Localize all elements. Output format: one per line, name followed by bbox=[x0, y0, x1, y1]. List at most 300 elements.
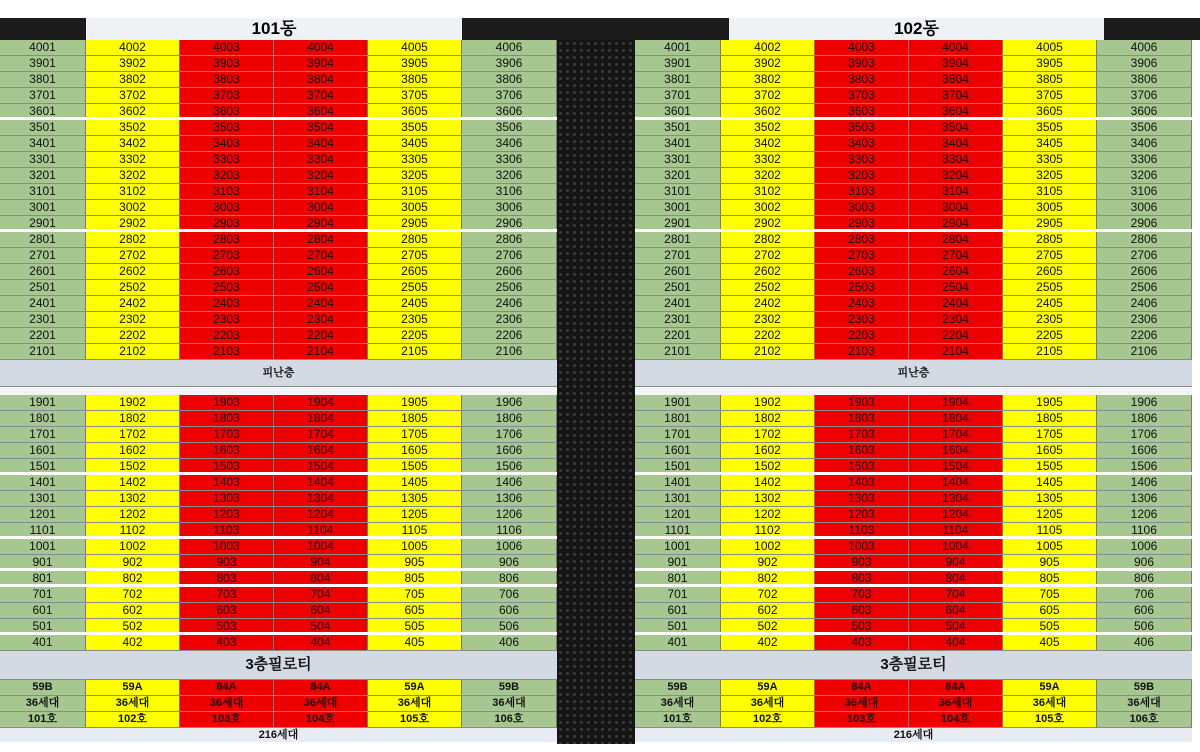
floor-row bbox=[635, 491, 1192, 507]
unit-cell: 2102 bbox=[86, 344, 180, 359]
unit-cell: 1106 bbox=[462, 523, 557, 536]
unit-cell: 3804 bbox=[909, 72, 1003, 87]
floor-row bbox=[0, 443, 557, 459]
unit-cell: 3304 bbox=[274, 152, 368, 167]
unit-cell: 2905 bbox=[1003, 216, 1097, 229]
floor-row bbox=[0, 264, 557, 280]
unit-cell: 603 bbox=[180, 603, 274, 618]
unit-cell: 2804 bbox=[274, 232, 368, 247]
unit-cell: 3605 bbox=[368, 104, 462, 117]
unit-cell: 2802 bbox=[721, 232, 815, 247]
unit-cell: 706 bbox=[1097, 587, 1192, 602]
unit-cell: 1406 bbox=[1097, 475, 1192, 490]
unit-cell: 403 bbox=[815, 635, 909, 650]
unit-cell: 501 bbox=[635, 619, 721, 632]
unit-cell: 903 bbox=[815, 555, 909, 568]
unit-cell: 1004 bbox=[274, 539, 368, 554]
floor-row bbox=[635, 232, 1192, 248]
unit-cell: 503 bbox=[180, 619, 274, 632]
unit-cell: 1603 bbox=[180, 443, 274, 458]
unit-cell: 3805 bbox=[368, 72, 462, 87]
summary-row-households bbox=[0, 696, 557, 712]
unit-cell: 3905 bbox=[368, 56, 462, 71]
unit-summary bbox=[0, 680, 557, 742]
summary-cell: 105호 bbox=[368, 712, 462, 727]
unit-cell: 1303 bbox=[180, 491, 274, 506]
unit-cell: 406 bbox=[462, 635, 557, 650]
floor-row bbox=[0, 523, 557, 539]
unit-cell: 2301 bbox=[635, 312, 721, 327]
unit-cell: 3105 bbox=[368, 184, 462, 199]
unit-cell: 3802 bbox=[86, 72, 180, 87]
unit-cell: 3505 bbox=[368, 120, 462, 135]
unit-cell: 1202 bbox=[721, 507, 815, 522]
building-title: 102동 bbox=[729, 18, 1104, 40]
unit-cell: 2701 bbox=[0, 248, 86, 263]
summary-cell: 36세대 bbox=[1003, 696, 1097, 711]
unit-cell: 1605 bbox=[368, 443, 462, 458]
unit-cell: 3601 bbox=[0, 104, 86, 117]
floor-row bbox=[635, 523, 1192, 539]
refuge-floor-label: 피난층 bbox=[0, 360, 557, 387]
unit-cell: 1003 bbox=[815, 539, 909, 554]
unit-cell: 506 bbox=[462, 619, 557, 632]
header-bar-right bbox=[1104, 18, 1200, 40]
floor-row bbox=[635, 571, 1192, 587]
unit-cell: 2201 bbox=[635, 328, 721, 343]
unit-cell: 405 bbox=[1003, 635, 1097, 650]
unit-cell: 1403 bbox=[180, 475, 274, 490]
unit-cell: 805 bbox=[1003, 571, 1097, 584]
unit-cell: 1104 bbox=[274, 523, 368, 536]
floor-row bbox=[635, 459, 1192, 475]
unit-cell: 3503 bbox=[180, 120, 274, 135]
unit-cell: 3205 bbox=[1003, 168, 1097, 183]
unit-cell: 4002 bbox=[86, 40, 180, 55]
unit-cell: 3303 bbox=[815, 152, 909, 167]
unit-cell: 2801 bbox=[0, 232, 86, 247]
unit-cell: 2505 bbox=[1003, 280, 1097, 295]
floor-row bbox=[635, 395, 1192, 411]
unit-cell: 1503 bbox=[815, 459, 909, 472]
floor-row bbox=[0, 507, 557, 523]
unit-cell: 1503 bbox=[180, 459, 274, 472]
summary-cell: 84A bbox=[274, 680, 368, 695]
unit-cell: 504 bbox=[909, 619, 1003, 632]
floor-row bbox=[0, 427, 557, 443]
unit-cell: 3905 bbox=[1003, 56, 1097, 71]
unit-cell: 505 bbox=[1003, 619, 1097, 632]
unit-cell: 4003 bbox=[815, 40, 909, 55]
unit-cell: 2503 bbox=[180, 280, 274, 295]
unit-cell: 3704 bbox=[909, 88, 1003, 103]
unit-cell: 1704 bbox=[274, 427, 368, 442]
lower-floors bbox=[0, 395, 557, 651]
floor-row bbox=[635, 411, 1192, 427]
unit-cell: 3801 bbox=[0, 72, 86, 87]
unit-cell: 1401 bbox=[0, 475, 86, 490]
unit-cell: 4003 bbox=[180, 40, 274, 55]
unit-cell: 4002 bbox=[721, 40, 815, 55]
unit-cell: 701 bbox=[635, 587, 721, 602]
unit-cell: 2606 bbox=[462, 264, 557, 279]
floor-row bbox=[635, 200, 1192, 216]
unit-cell: 3302 bbox=[721, 152, 815, 167]
unit-cell: 1406 bbox=[462, 475, 557, 490]
unit-cell: 3804 bbox=[274, 72, 368, 87]
unit-cell: 1001 bbox=[635, 539, 721, 554]
refuge-floor-label: 피난층 bbox=[635, 360, 1192, 387]
unit-cell: 3301 bbox=[0, 152, 86, 167]
unit-cell: 3902 bbox=[721, 56, 815, 71]
unit-cell: 3501 bbox=[0, 120, 86, 135]
unit-cell: 3602 bbox=[721, 104, 815, 117]
unit-cell: 2104 bbox=[274, 344, 368, 359]
summary-cell: 36세대 bbox=[635, 696, 721, 711]
summary-cell: 36세대 bbox=[368, 696, 462, 711]
unit-cell: 2504 bbox=[909, 280, 1003, 295]
unit-cell: 1301 bbox=[0, 491, 86, 506]
unit-cell: 1801 bbox=[635, 411, 721, 426]
unit-cell: 1002 bbox=[86, 539, 180, 554]
unit-cell: 2504 bbox=[274, 280, 368, 295]
unit-cell: 3406 bbox=[1097, 136, 1192, 151]
unit-cell: 406 bbox=[1097, 635, 1192, 650]
unit-cell: 2604 bbox=[274, 264, 368, 279]
summary-cell: 105호 bbox=[1003, 712, 1097, 727]
unit-cell: 1605 bbox=[1003, 443, 1097, 458]
floor-row bbox=[635, 120, 1192, 136]
unit-cell: 2806 bbox=[1097, 232, 1192, 247]
summary-row-lines bbox=[0, 712, 557, 728]
unit-cell: 2203 bbox=[815, 328, 909, 343]
unit-cell: 502 bbox=[86, 619, 180, 632]
unit-cell: 705 bbox=[368, 587, 462, 602]
unit-cell: 3206 bbox=[1097, 168, 1192, 183]
unit-cell: 1601 bbox=[0, 443, 86, 458]
unit-cell: 401 bbox=[0, 635, 86, 650]
floor-row bbox=[635, 184, 1192, 200]
floor-row bbox=[635, 443, 1192, 459]
unit-cell: 2903 bbox=[180, 216, 274, 229]
floor-row bbox=[0, 475, 557, 491]
unit-cell: 3401 bbox=[635, 136, 721, 151]
unit-cell: 2706 bbox=[1097, 248, 1192, 263]
floor-row bbox=[0, 104, 557, 120]
unit-cell: 3401 bbox=[0, 136, 86, 151]
unit-cell: 2306 bbox=[1097, 312, 1192, 327]
summary-cell: 59B bbox=[462, 680, 557, 695]
unit-cell: 1906 bbox=[1097, 395, 1192, 410]
floor-row bbox=[635, 296, 1192, 312]
unit-cell: 1403 bbox=[815, 475, 909, 490]
floor-row bbox=[0, 603, 557, 619]
summary-cell: 36세대 bbox=[462, 696, 557, 711]
unit-cell: 2404 bbox=[274, 296, 368, 311]
unit-cell: 1306 bbox=[1097, 491, 1192, 506]
unit-cell: 2903 bbox=[815, 216, 909, 229]
unit-cell: 804 bbox=[274, 571, 368, 584]
lower-floors bbox=[635, 395, 1192, 651]
unit-cell: 1905 bbox=[1003, 395, 1097, 410]
unit-cell: 3006 bbox=[462, 200, 557, 215]
unit-cell: 2601 bbox=[0, 264, 86, 279]
floor-row bbox=[0, 411, 557, 427]
unit-cell: 3302 bbox=[86, 152, 180, 167]
floor-row bbox=[0, 184, 557, 200]
unit-cell: 3106 bbox=[462, 184, 557, 199]
unit-cell: 504 bbox=[274, 619, 368, 632]
floor-row bbox=[0, 88, 557, 104]
floor-row bbox=[0, 232, 557, 248]
unit-cell: 904 bbox=[274, 555, 368, 568]
summary-cell: 104호 bbox=[274, 712, 368, 727]
floor-row bbox=[635, 40, 1192, 56]
unit-cell: 2801 bbox=[635, 232, 721, 247]
header-bar-middle bbox=[462, 18, 729, 40]
unit-cell: 3005 bbox=[1003, 200, 1097, 215]
unit-cell: 2906 bbox=[462, 216, 557, 229]
unit-cell: 1005 bbox=[368, 539, 462, 554]
unit-cell: 3106 bbox=[1097, 184, 1192, 199]
unit-cell: 1803 bbox=[815, 411, 909, 426]
unit-cell: 3101 bbox=[0, 184, 86, 199]
unit-cell: 1706 bbox=[462, 427, 557, 442]
floor-row bbox=[0, 152, 557, 168]
unit-cell: 1101 bbox=[635, 523, 721, 536]
floor-row bbox=[0, 635, 557, 651]
unit-cell: 1802 bbox=[86, 411, 180, 426]
unit-cell: 501 bbox=[0, 619, 86, 632]
unit-cell: 3404 bbox=[274, 136, 368, 151]
unit-cell: 3204 bbox=[274, 168, 368, 183]
unit-cell: 1301 bbox=[635, 491, 721, 506]
unit-cell: 801 bbox=[635, 571, 721, 584]
unit-cell: 502 bbox=[721, 619, 815, 632]
floor-row bbox=[635, 88, 1192, 104]
unit-cell: 904 bbox=[909, 555, 1003, 568]
floor-row bbox=[635, 475, 1192, 491]
unit-cell: 1205 bbox=[1003, 507, 1097, 522]
unit-cell: 1103 bbox=[815, 523, 909, 536]
floor-row bbox=[0, 72, 557, 88]
unit-cell: 3203 bbox=[180, 168, 274, 183]
unit-cell: 2703 bbox=[815, 248, 909, 263]
unit-cell: 3603 bbox=[180, 104, 274, 117]
unit-cell: 704 bbox=[909, 587, 1003, 602]
unit-cell: 2603 bbox=[815, 264, 909, 279]
unit-cell: 1405 bbox=[1003, 475, 1097, 490]
unit-cell: 1902 bbox=[86, 395, 180, 410]
unit-cell: 2302 bbox=[721, 312, 815, 327]
unit-cell: 3705 bbox=[1003, 88, 1097, 103]
unit-cell: 3802 bbox=[721, 72, 815, 87]
unit-cell: 3704 bbox=[274, 88, 368, 103]
unit-cell: 1804 bbox=[274, 411, 368, 426]
unit-cell: 3204 bbox=[909, 168, 1003, 183]
unit-cell: 1302 bbox=[86, 491, 180, 506]
unit-cell: 3203 bbox=[815, 168, 909, 183]
unit-cell: 1401 bbox=[635, 475, 721, 490]
unit-cell: 2901 bbox=[0, 216, 86, 229]
unit-cell: 3305 bbox=[368, 152, 462, 167]
floor-row bbox=[635, 152, 1192, 168]
floor-row bbox=[0, 216, 557, 232]
unit-cell: 906 bbox=[462, 555, 557, 568]
unit-cell: 1604 bbox=[274, 443, 368, 458]
unit-cell: 906 bbox=[1097, 555, 1192, 568]
unit-cell: 3904 bbox=[274, 56, 368, 71]
unit-cell: 806 bbox=[1097, 571, 1192, 584]
unit-cell: 803 bbox=[180, 571, 274, 584]
unit-cell: 2606 bbox=[1097, 264, 1192, 279]
unit-cell: 2704 bbox=[909, 248, 1003, 263]
unit-cell: 3002 bbox=[721, 200, 815, 215]
unit-cell: 1106 bbox=[1097, 523, 1192, 536]
unit-cell: 3803 bbox=[815, 72, 909, 87]
floor-row bbox=[0, 491, 557, 507]
unit-cell: 1505 bbox=[368, 459, 462, 472]
unit-cell: 1506 bbox=[1097, 459, 1192, 472]
unit-cell: 2506 bbox=[462, 280, 557, 295]
upper-floors bbox=[0, 40, 557, 360]
summary-cell: 103호 bbox=[180, 712, 274, 727]
unit-cell: 1206 bbox=[1097, 507, 1192, 522]
floor-row bbox=[635, 248, 1192, 264]
floor-row bbox=[635, 507, 1192, 523]
floor-row bbox=[635, 555, 1192, 571]
unit-cell: 2705 bbox=[368, 248, 462, 263]
unit-cell: 3304 bbox=[909, 152, 1003, 167]
unit-cell: 2401 bbox=[635, 296, 721, 311]
unit-cell: 3003 bbox=[180, 200, 274, 215]
unit-cell: 1204 bbox=[909, 507, 1003, 522]
unit-cell: 1405 bbox=[368, 475, 462, 490]
floor-row bbox=[635, 264, 1192, 280]
summary-row-households bbox=[635, 696, 1192, 712]
unit-cell: 1005 bbox=[1003, 539, 1097, 554]
unit-cell: 1205 bbox=[368, 507, 462, 522]
floor-row bbox=[635, 328, 1192, 344]
floor-row bbox=[0, 296, 557, 312]
building-101 bbox=[0, 19, 557, 742]
unit-cell: 3903 bbox=[180, 56, 274, 71]
summary-cell: 103호 bbox=[815, 712, 909, 727]
unit-cell: 1702 bbox=[721, 427, 815, 442]
floor-row bbox=[635, 56, 1192, 72]
piloti-label: 3층필로티 bbox=[0, 651, 557, 680]
center-divider-pattern bbox=[557, 40, 635, 744]
unit-cell: 2206 bbox=[1097, 328, 1192, 343]
unit-cell: 804 bbox=[909, 571, 1003, 584]
unit-cell: 2401 bbox=[0, 296, 86, 311]
unit-cell: 1805 bbox=[368, 411, 462, 426]
unit-cell: 3004 bbox=[274, 200, 368, 215]
unit-summary bbox=[635, 680, 1192, 742]
unit-cell: 2806 bbox=[462, 232, 557, 247]
unit-cell: 1702 bbox=[86, 427, 180, 442]
summary-cell: 102호 bbox=[86, 712, 180, 727]
unit-cell: 1304 bbox=[274, 491, 368, 506]
unit-cell: 3003 bbox=[815, 200, 909, 215]
unit-cell: 2406 bbox=[462, 296, 557, 311]
unit-cell: 903 bbox=[180, 555, 274, 568]
unit-cell: 2305 bbox=[368, 312, 462, 327]
unit-cell: 2802 bbox=[86, 232, 180, 247]
unit-cell: 3706 bbox=[462, 88, 557, 103]
unit-cell: 3603 bbox=[815, 104, 909, 117]
unit-cell: 1105 bbox=[368, 523, 462, 536]
unit-cell: 1606 bbox=[462, 443, 557, 458]
summary-cell: 104호 bbox=[909, 712, 1003, 727]
unit-cell: 1806 bbox=[462, 411, 557, 426]
summary-cell: 59A bbox=[368, 680, 462, 695]
unit-cell: 2302 bbox=[86, 312, 180, 327]
unit-cell: 3506 bbox=[462, 120, 557, 135]
unit-cell: 2102 bbox=[721, 344, 815, 359]
unit-cell: 1504 bbox=[274, 459, 368, 472]
unit-cell: 1102 bbox=[86, 523, 180, 536]
unit-cell: 2604 bbox=[909, 264, 1003, 279]
unit-cell: 1806 bbox=[1097, 411, 1192, 426]
unit-cell: 3201 bbox=[635, 168, 721, 183]
unit-cell: 2805 bbox=[1003, 232, 1097, 247]
floor-row bbox=[0, 555, 557, 571]
unit-cell: 2505 bbox=[368, 280, 462, 295]
floor-row bbox=[635, 539, 1192, 555]
unit-cell: 3906 bbox=[1097, 56, 1192, 71]
unit-cell: 2404 bbox=[909, 296, 1003, 311]
unit-cell: 3701 bbox=[635, 88, 721, 103]
unit-cell: 404 bbox=[909, 635, 1003, 650]
unit-cell: 806 bbox=[462, 571, 557, 584]
floor-row bbox=[0, 40, 557, 56]
unit-cell: 1501 bbox=[635, 459, 721, 472]
unit-cell: 1701 bbox=[635, 427, 721, 442]
unit-cell: 3602 bbox=[86, 104, 180, 117]
summary-cell: 106호 bbox=[1097, 712, 1192, 727]
unit-cell: 3303 bbox=[180, 152, 274, 167]
unit-cell: 901 bbox=[635, 555, 721, 568]
unit-cell: 3102 bbox=[721, 184, 815, 199]
floor-row bbox=[635, 104, 1192, 120]
unit-cell: 505 bbox=[368, 619, 462, 632]
unit-cell: 3105 bbox=[1003, 184, 1097, 199]
unit-cell: 2406 bbox=[1097, 296, 1192, 311]
unit-cell: 2702 bbox=[86, 248, 180, 263]
floor-row bbox=[0, 56, 557, 72]
unit-cell: 606 bbox=[1097, 603, 1192, 618]
unit-cell: 2403 bbox=[180, 296, 274, 311]
unit-cell: 1801 bbox=[0, 411, 86, 426]
unit-cell: 801 bbox=[0, 571, 86, 584]
unit-cell: 1901 bbox=[0, 395, 86, 410]
unit-cell: 3006 bbox=[1097, 200, 1192, 215]
unit-cell: 1201 bbox=[635, 507, 721, 522]
unit-cell: 2203 bbox=[180, 328, 274, 343]
unit-cell: 902 bbox=[721, 555, 815, 568]
building-102 bbox=[635, 19, 1192, 742]
unit-cell: 1302 bbox=[721, 491, 815, 506]
summary-cell: 59A bbox=[86, 680, 180, 695]
unit-cell: 1903 bbox=[180, 395, 274, 410]
unit-cell: 3402 bbox=[721, 136, 815, 151]
unit-cell: 3001 bbox=[0, 200, 86, 215]
unit-cell: 4004 bbox=[274, 40, 368, 55]
unit-cell: 2906 bbox=[1097, 216, 1192, 229]
floor-row bbox=[635, 344, 1192, 360]
unit-cell: 2904 bbox=[909, 216, 1003, 229]
